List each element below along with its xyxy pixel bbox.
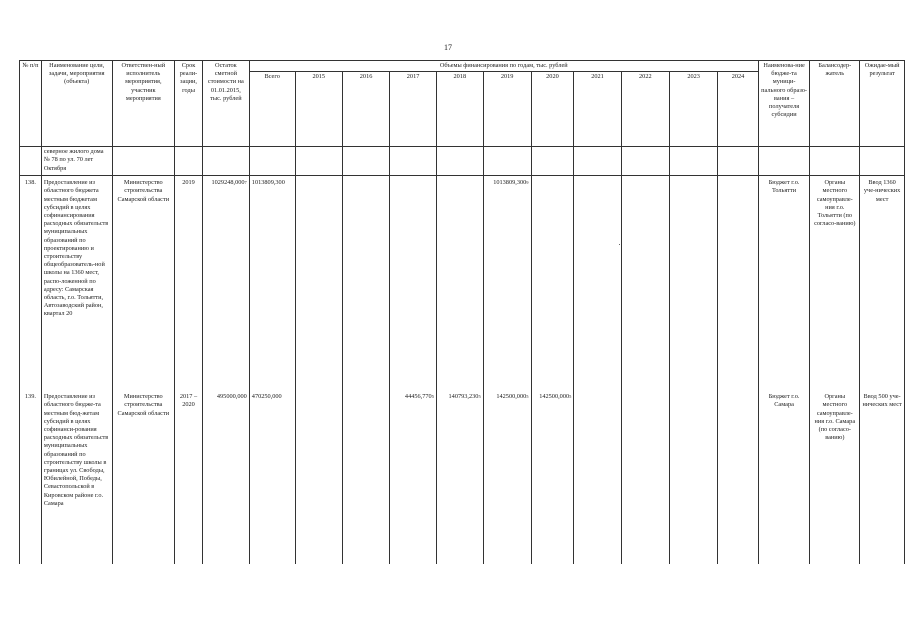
col-remainder-header: Остаток сметной стоимости на 01.01.2015, тыс. рублей: [202, 61, 249, 147]
cell-num: 138.: [20, 176, 42, 391]
cell-holder: Органы местного самоуправле-ния г.о. Самара (по согласо-ванию): [810, 390, 860, 564]
cell-y2023: [669, 390, 717, 564]
cell-empty: [436, 147, 483, 176]
cell-empty: [758, 147, 810, 176]
cell-remainder: 495000,000: [202, 390, 249, 564]
cell-y2015: [295, 390, 342, 564]
cell-executor: Министерство строительства Самарской области: [112, 390, 175, 564]
table-row: [20, 390, 905, 564]
cell-empty: [574, 147, 621, 176]
cell-name: Предоставление из областного бюдже-та местным бюд-жетам субсидий в целях софинанси-рования расходных обязательств муниципальных образований по строительству школы в границах ул. Свободы, Юбилейной, Победы, Севастопольской в Кировском районе г.о. Самара: [41, 390, 112, 564]
col-executor-header: Ответствен-ный исполнитель мероприятия, участник мероприятия: [112, 61, 175, 147]
col-year-header: 2022: [621, 72, 669, 147]
cell-empty: [175, 147, 203, 176]
cell-y2017: [390, 176, 437, 391]
cell-y2019: 1013809,300$^9$: [483, 176, 531, 391]
cell-holder: Органы местного самоуправле-ния г.о. Тольятти (по согласо-ванию): [810, 176, 860, 391]
table-row: [20, 176, 905, 391]
cell-empty: [860, 147, 905, 176]
cell-empty: [112, 147, 175, 176]
cell-y2016: [342, 176, 389, 391]
cell-y2019: 142500,000$^5$: [483, 390, 531, 564]
col-budget-header: Наименова-ние бюдже-та муници-пального образо-вания – получателя субсидии: [758, 61, 810, 147]
cell-y2016: [342, 390, 389, 564]
cell-name: северное жилого дома № 78 по ул. 70 лет Октября: [41, 147, 112, 176]
cell-y2021: [574, 176, 621, 391]
cell-result: Ввод 1360 уче-нических мест: [860, 176, 905, 391]
cell-name: Предоставление из областного бюджета местным бюджетам субсидий в целях софинансирования расходных обязательств муниципальных образований по проектированию и строительству общеобразователь-ной школы на 1360 мест, распо-ложенной по адресу: Самарская область, г.о. Тольятти, Автозаводский район, квартал 20: [41, 176, 112, 391]
cell-y2021: [574, 390, 621, 564]
funding-table: [19, 60, 905, 564]
cell-num: 139.: [20, 390, 42, 564]
cell-empty: [621, 147, 669, 176]
cell-total: 1013809,300: [249, 176, 295, 391]
cell-empty: [669, 147, 717, 176]
cell-y2020: 142500,000$^5$: [531, 390, 574, 564]
cell-empty: [295, 147, 342, 176]
col-year-header: 2017: [390, 72, 437, 147]
cell-y2022: [621, 176, 669, 391]
cell-y2023: [669, 176, 717, 391]
cell-empty: [531, 147, 574, 176]
cell-y2022: [621, 390, 669, 564]
table-row: [20, 147, 905, 176]
cell-executor: Министерство строительства Самарской области: [112, 176, 175, 391]
col-year-header: 2015: [295, 72, 342, 147]
cell-empty: [810, 147, 860, 176]
col-year-header: 2024: [718, 72, 758, 147]
cell-y2024: [718, 176, 758, 391]
cell-total: 470250,000: [249, 390, 295, 564]
cell-empty: [342, 147, 389, 176]
cell-remainder: 1029248,000$^7$: [202, 176, 249, 391]
cell-term: 2019: [175, 176, 203, 391]
cell-result: Ввод 500 уче-нических мест: [860, 390, 905, 564]
funding-group-header: Объемы финансирования по годам, тыс. рублей: [249, 61, 758, 72]
cell-y2015: [295, 176, 342, 391]
cell-y2024: [718, 390, 758, 564]
cell-budget: Бюджет г.о. Тольятти: [758, 176, 810, 391]
col-holder-header: Балансодер-жатель: [810, 61, 860, 147]
cell-y2018: [436, 176, 483, 391]
col-year-header: 2018: [436, 72, 483, 147]
col-result-header: Ожидае-мый результат: [860, 61, 905, 147]
cell-term: 2017 – 2020: [175, 390, 203, 564]
cell-y2018: 140793,230$^5$: [436, 390, 483, 564]
col-year-header: 2019: [483, 72, 531, 147]
col-year-header: 2020: [531, 72, 574, 147]
cell-empty: [249, 147, 295, 176]
col-num-header: № п/п: [20, 61, 42, 147]
col-year-header: 2016: [342, 72, 389, 147]
col-total-header: Всего: [249, 72, 295, 147]
cell-empty: [202, 147, 249, 176]
cell-y2020: [531, 176, 574, 391]
page-number: 17: [444, 43, 452, 52]
cell-empty: [20, 147, 42, 176]
col-term-header: Срок реали-зации, годы: [175, 61, 203, 147]
cell-empty: [390, 147, 437, 176]
cell-y2017: 44456,770$^5$: [390, 390, 437, 564]
col-year-header: 2021: [574, 72, 621, 147]
cell-budget: Бюджет г.о. Самара: [758, 390, 810, 564]
cell-empty: [483, 147, 531, 176]
col-name-header: Наименование цели, задачи, мероприятия (объекта): [41, 61, 112, 147]
col-year-header: 2023: [669, 72, 717, 147]
cell-empty: [718, 147, 758, 176]
